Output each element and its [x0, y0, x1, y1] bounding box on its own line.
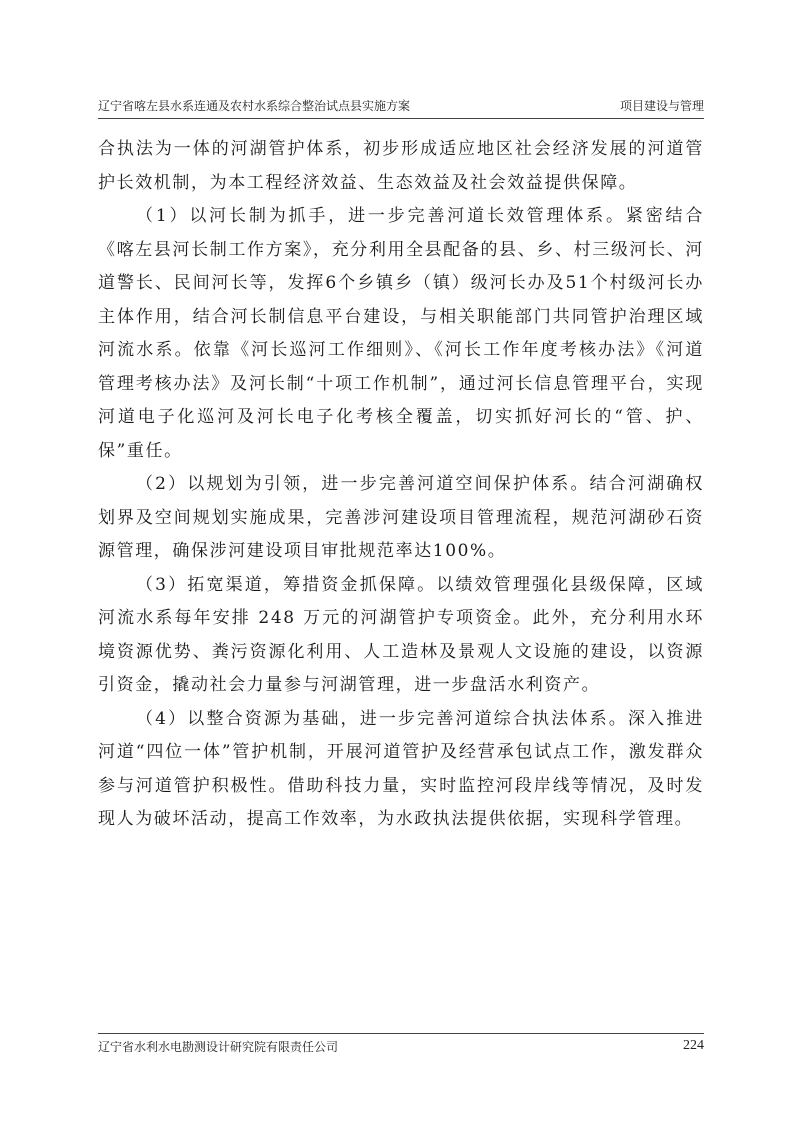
footer-organization: 辽宁省水利水电勘测设计研究院有限责任公司 — [98, 1040, 339, 1054]
paragraph-continuation: 合执法为一体的河湖管护体系，初步形成适应地区社会经济发展的河道管护长效机制，为本工程经济效益、生态效益及社会效益提供保障。 — [98, 139, 704, 193]
page-header — [98, 92, 704, 119]
paragraph-item-4: （4）以整合资源为基础，进一步完善河道综合执法体系。深入推进河道“四位一体”管护机制，开展河道管护及经营承包试点工作，激发群众参与河道管护积极性。借助科技力量，实时监控河段岸线等情况，及时发现人为破坏活动，提高工作效率，为水政执法提供依据，实现科学管理。 — [98, 708, 704, 829]
header-section-title: 项目建设与管理 — [619, 99, 704, 113]
paragraph-item-3: （3）拓宽渠道，筹措资金抓保障。以绩效管理强化县级保障，区域河流水系每年安排 248 万元的河湖管护专项资金。此外，充分利用水环境资源优势、粪污资源化利用、人工造林及景观人文设施的建设，以资源引资金，撬动社会力量参与河湖管理，进一步盘活水利资产。 — [98, 574, 704, 695]
page-footer — [98, 1033, 704, 1055]
page-number: 224 — [683, 1038, 704, 1053]
page-body — [98, 133, 704, 837]
header-document-title: 辽宁省喀左县水系连通及农村水系综合整治试点县实施方案 — [98, 99, 411, 113]
paragraph-item-2: （2）以规划为引领，进一步完善河道空间保护体系。结合河湖确权划界及空间规划实施成果，完善涉河建设项目管理流程，规范河湖砂石资源管理，确保涉河建设项目审批规范率达100%。 — [98, 474, 704, 561]
paragraph-item-1: （1）以河长制为抓手，进一步完善河道长效管理体系。紧密结合《喀左县河长制工作方案》，充分利用全县配备的县、乡、村三级河长、河道警长、民间河长等，发挥6个乡镇乡（镇）级河长办及51个村级河长办主体作用，结合河长制信息平台建设，与相关职能部门共同管护治理区域河流水系。依靠《河长巡河工作细则》、《河长工作年度考核办法》《河道管理考核办法》及河长制“十项工作机制”，通过河长信息管理平台，实现河道电子化巡河及河长电子化考核全覆盖，切实抓好河长的“管、护、保”重任。 — [98, 206, 704, 461]
